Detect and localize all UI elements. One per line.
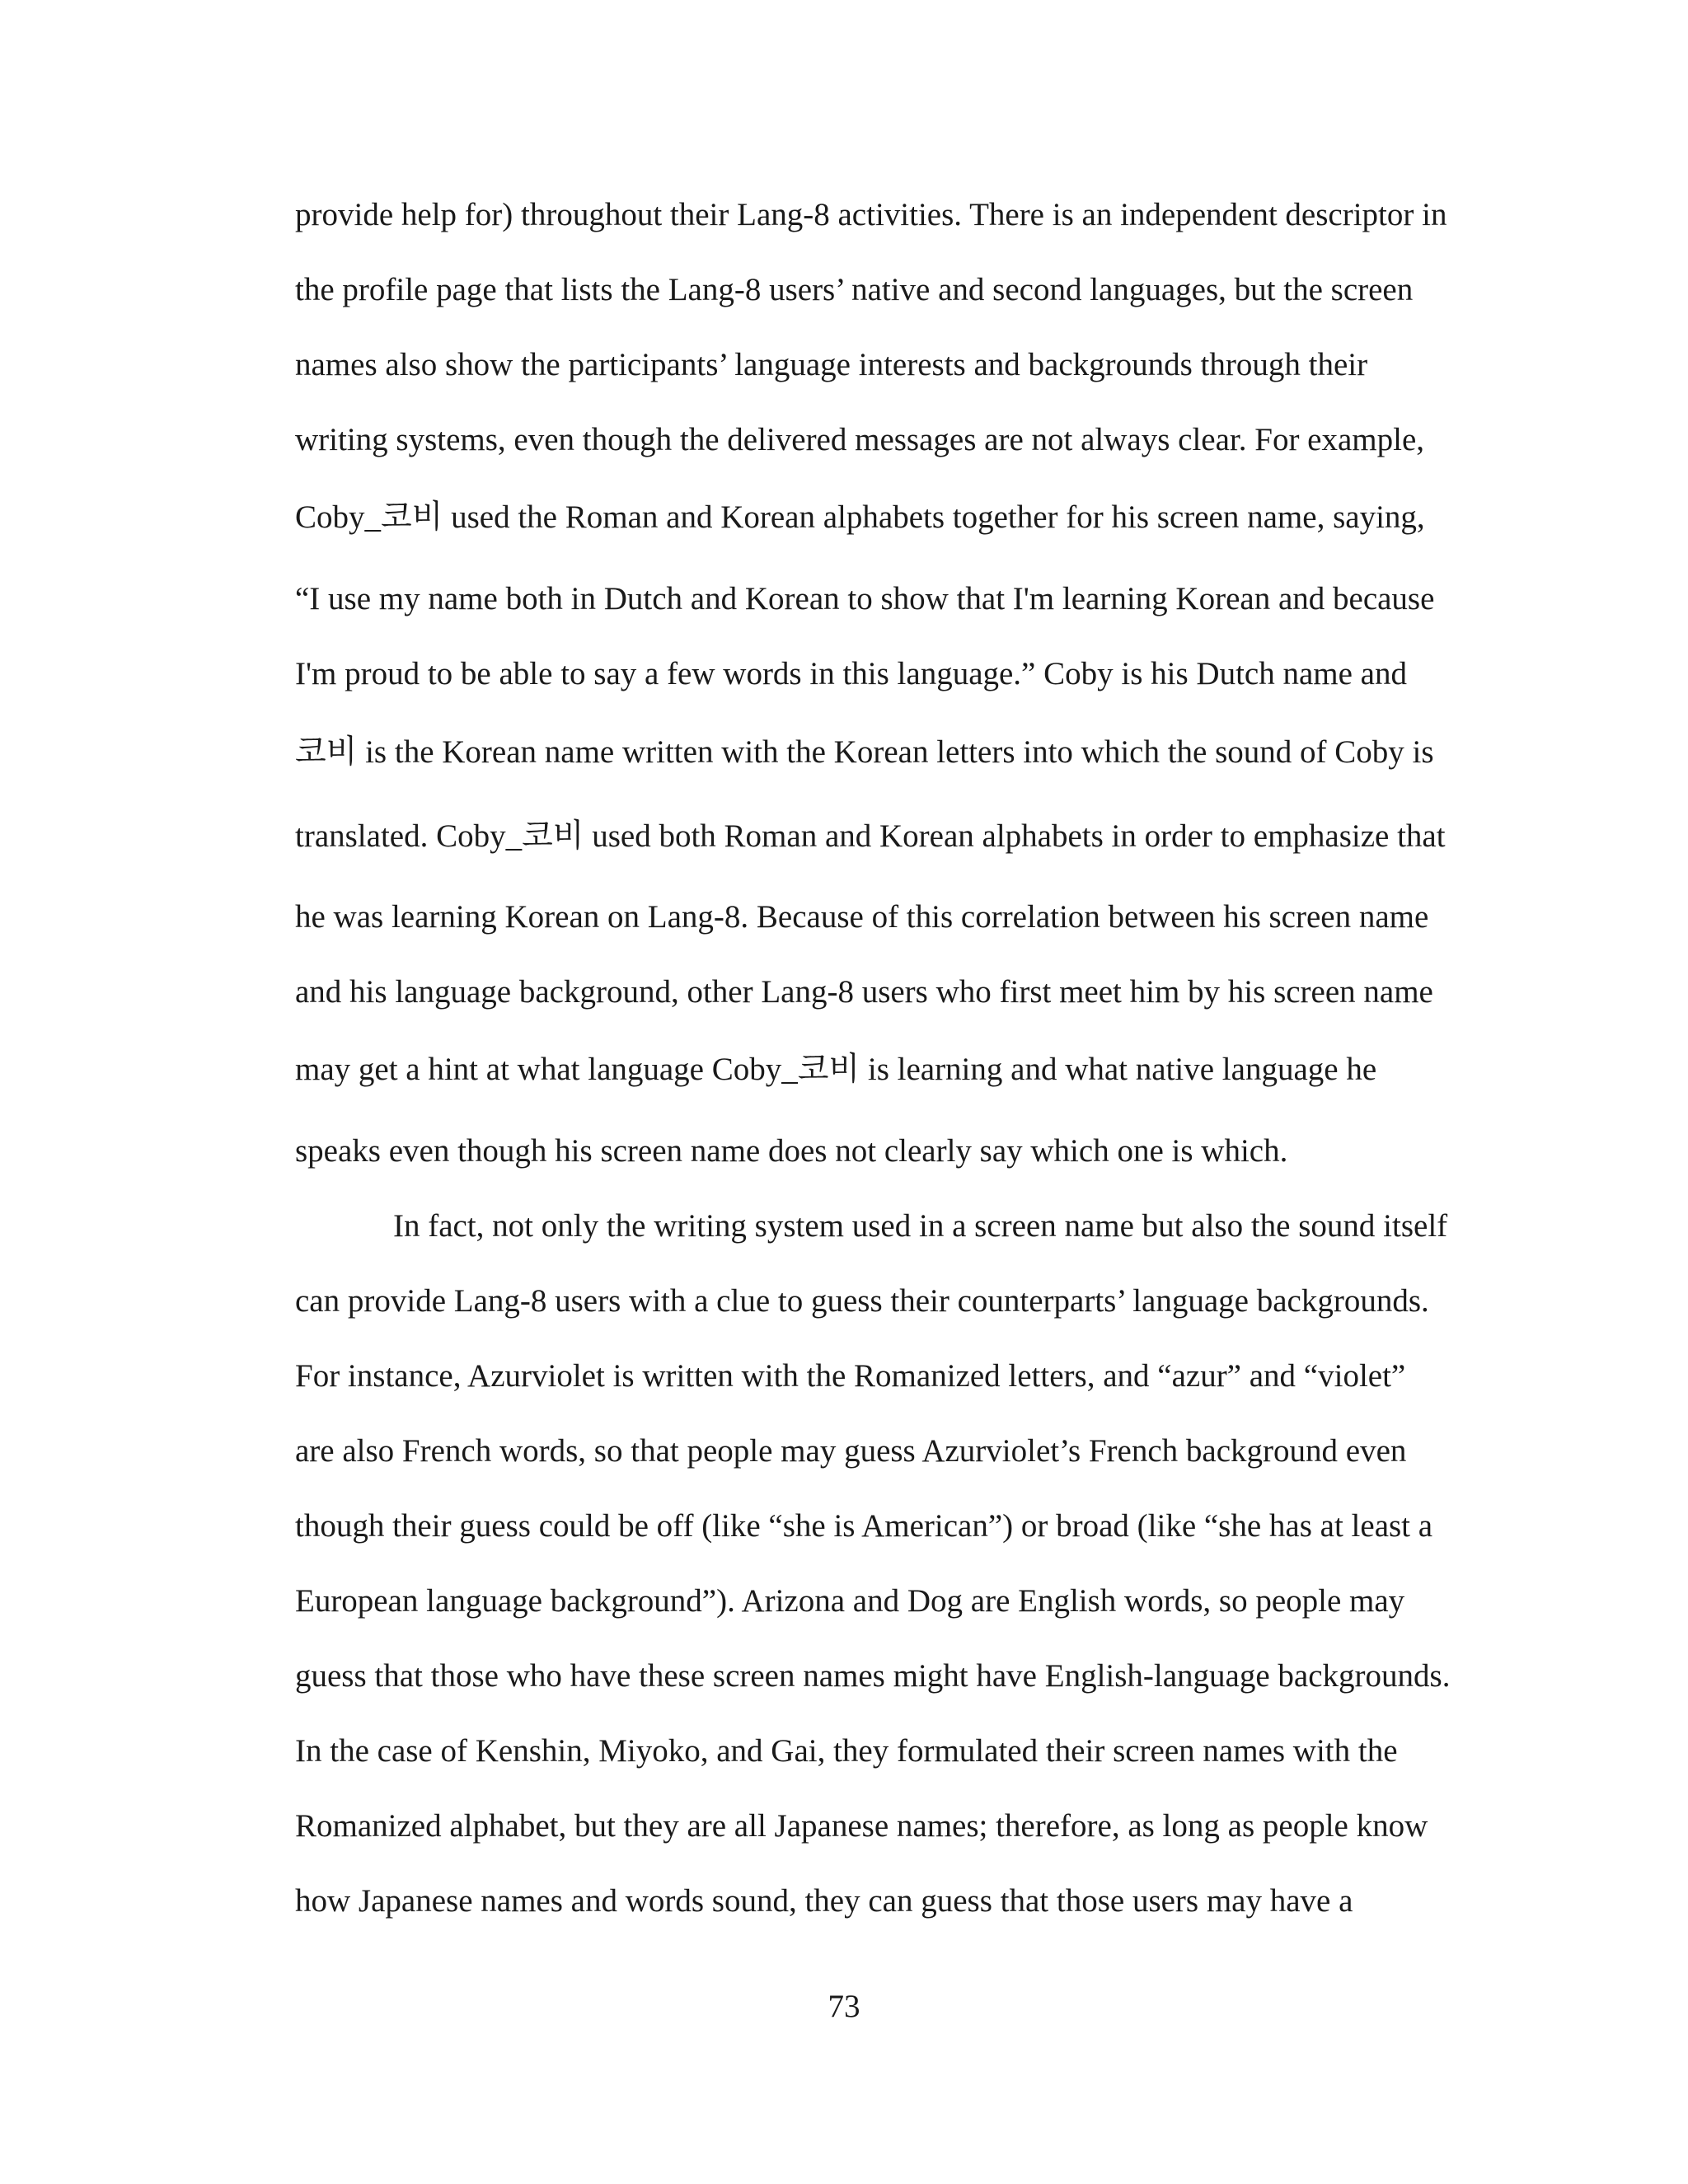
text-line: Coby_코비 used the Roman and Korean alphabets together for his screen name, saying, <box>295 499 1425 535</box>
text-line: speaks even though his screen name does not clearly say which one is which. <box>295 1133 1288 1169</box>
text-line: 코비 is the Korean name written with the Korean letters into which the sound of Coby is <box>295 734 1434 770</box>
text-line: though their guess could be off (like “she is American”) or broad (like “she has at least a <box>295 1508 1433 1544</box>
text-line: translated. Coby_코비 used both Roman and Korean alphabets in order to emphasize that <box>295 818 1446 854</box>
text-line: how Japanese names and words sound, they can guess that those users may have a <box>295 1883 1353 1919</box>
text-line: In the case of Kenshin, Miyoko, and Gai, they formulated their screen names with the <box>295 1733 1398 1769</box>
text-line: I'm proud to be able to say a few words in this language.” Coby is his Dutch name and <box>295 656 1407 691</box>
text-line: the profile page that lists the Lang-8 users’ native and second languages, but the screen <box>295 272 1414 307</box>
text-line: are also French words, so that people may guess Azurviolet’s French background even <box>295 1433 1407 1469</box>
text-line: provide help for) throughout their Lang-8 activities. There is an independent descriptor in <box>295 197 1447 232</box>
text-line: “I use my name both in Dutch and Korean to show that I'm learning Korean and because <box>295 581 1435 616</box>
text-line: can provide Lang-8 users with a clue to guess their counterparts’ language backgrounds. <box>295 1283 1429 1319</box>
text-line: he was learning Korean on Lang-8. Because of this correlation between his screen name <box>295 899 1429 935</box>
text-line: guess that those who have these screen names might have English-language backgrounds. <box>295 1658 1451 1694</box>
text-line: Romanized alphabet, but they are all Japanese names; therefore, as long as people know <box>295 1808 1428 1844</box>
paragraph-first-line: In fact, not only the writing system used in a screen name but also the sound itself <box>393 1208 1448 1244</box>
text-line: European language background”). Arizona and Dog are English words, so people may <box>295 1583 1405 1619</box>
text-line: and his language background, other Lang-8 users who first meet him by his screen name <box>295 974 1433 1010</box>
text-line: For instance, Azurviolet is written with the Romanized letters, and “azur” and “violet” <box>295 1358 1406 1394</box>
text-line: may get a hint at what language Coby_코비 is learning and what native language he <box>295 1052 1377 1087</box>
text-line: writing systems, even though the delivered messages are not always clear. For example, <box>295 422 1425 457</box>
page-number: 73 <box>828 1989 860 2024</box>
text-line: names also show the participants’ language interests and backgrounds through their <box>295 347 1368 382</box>
